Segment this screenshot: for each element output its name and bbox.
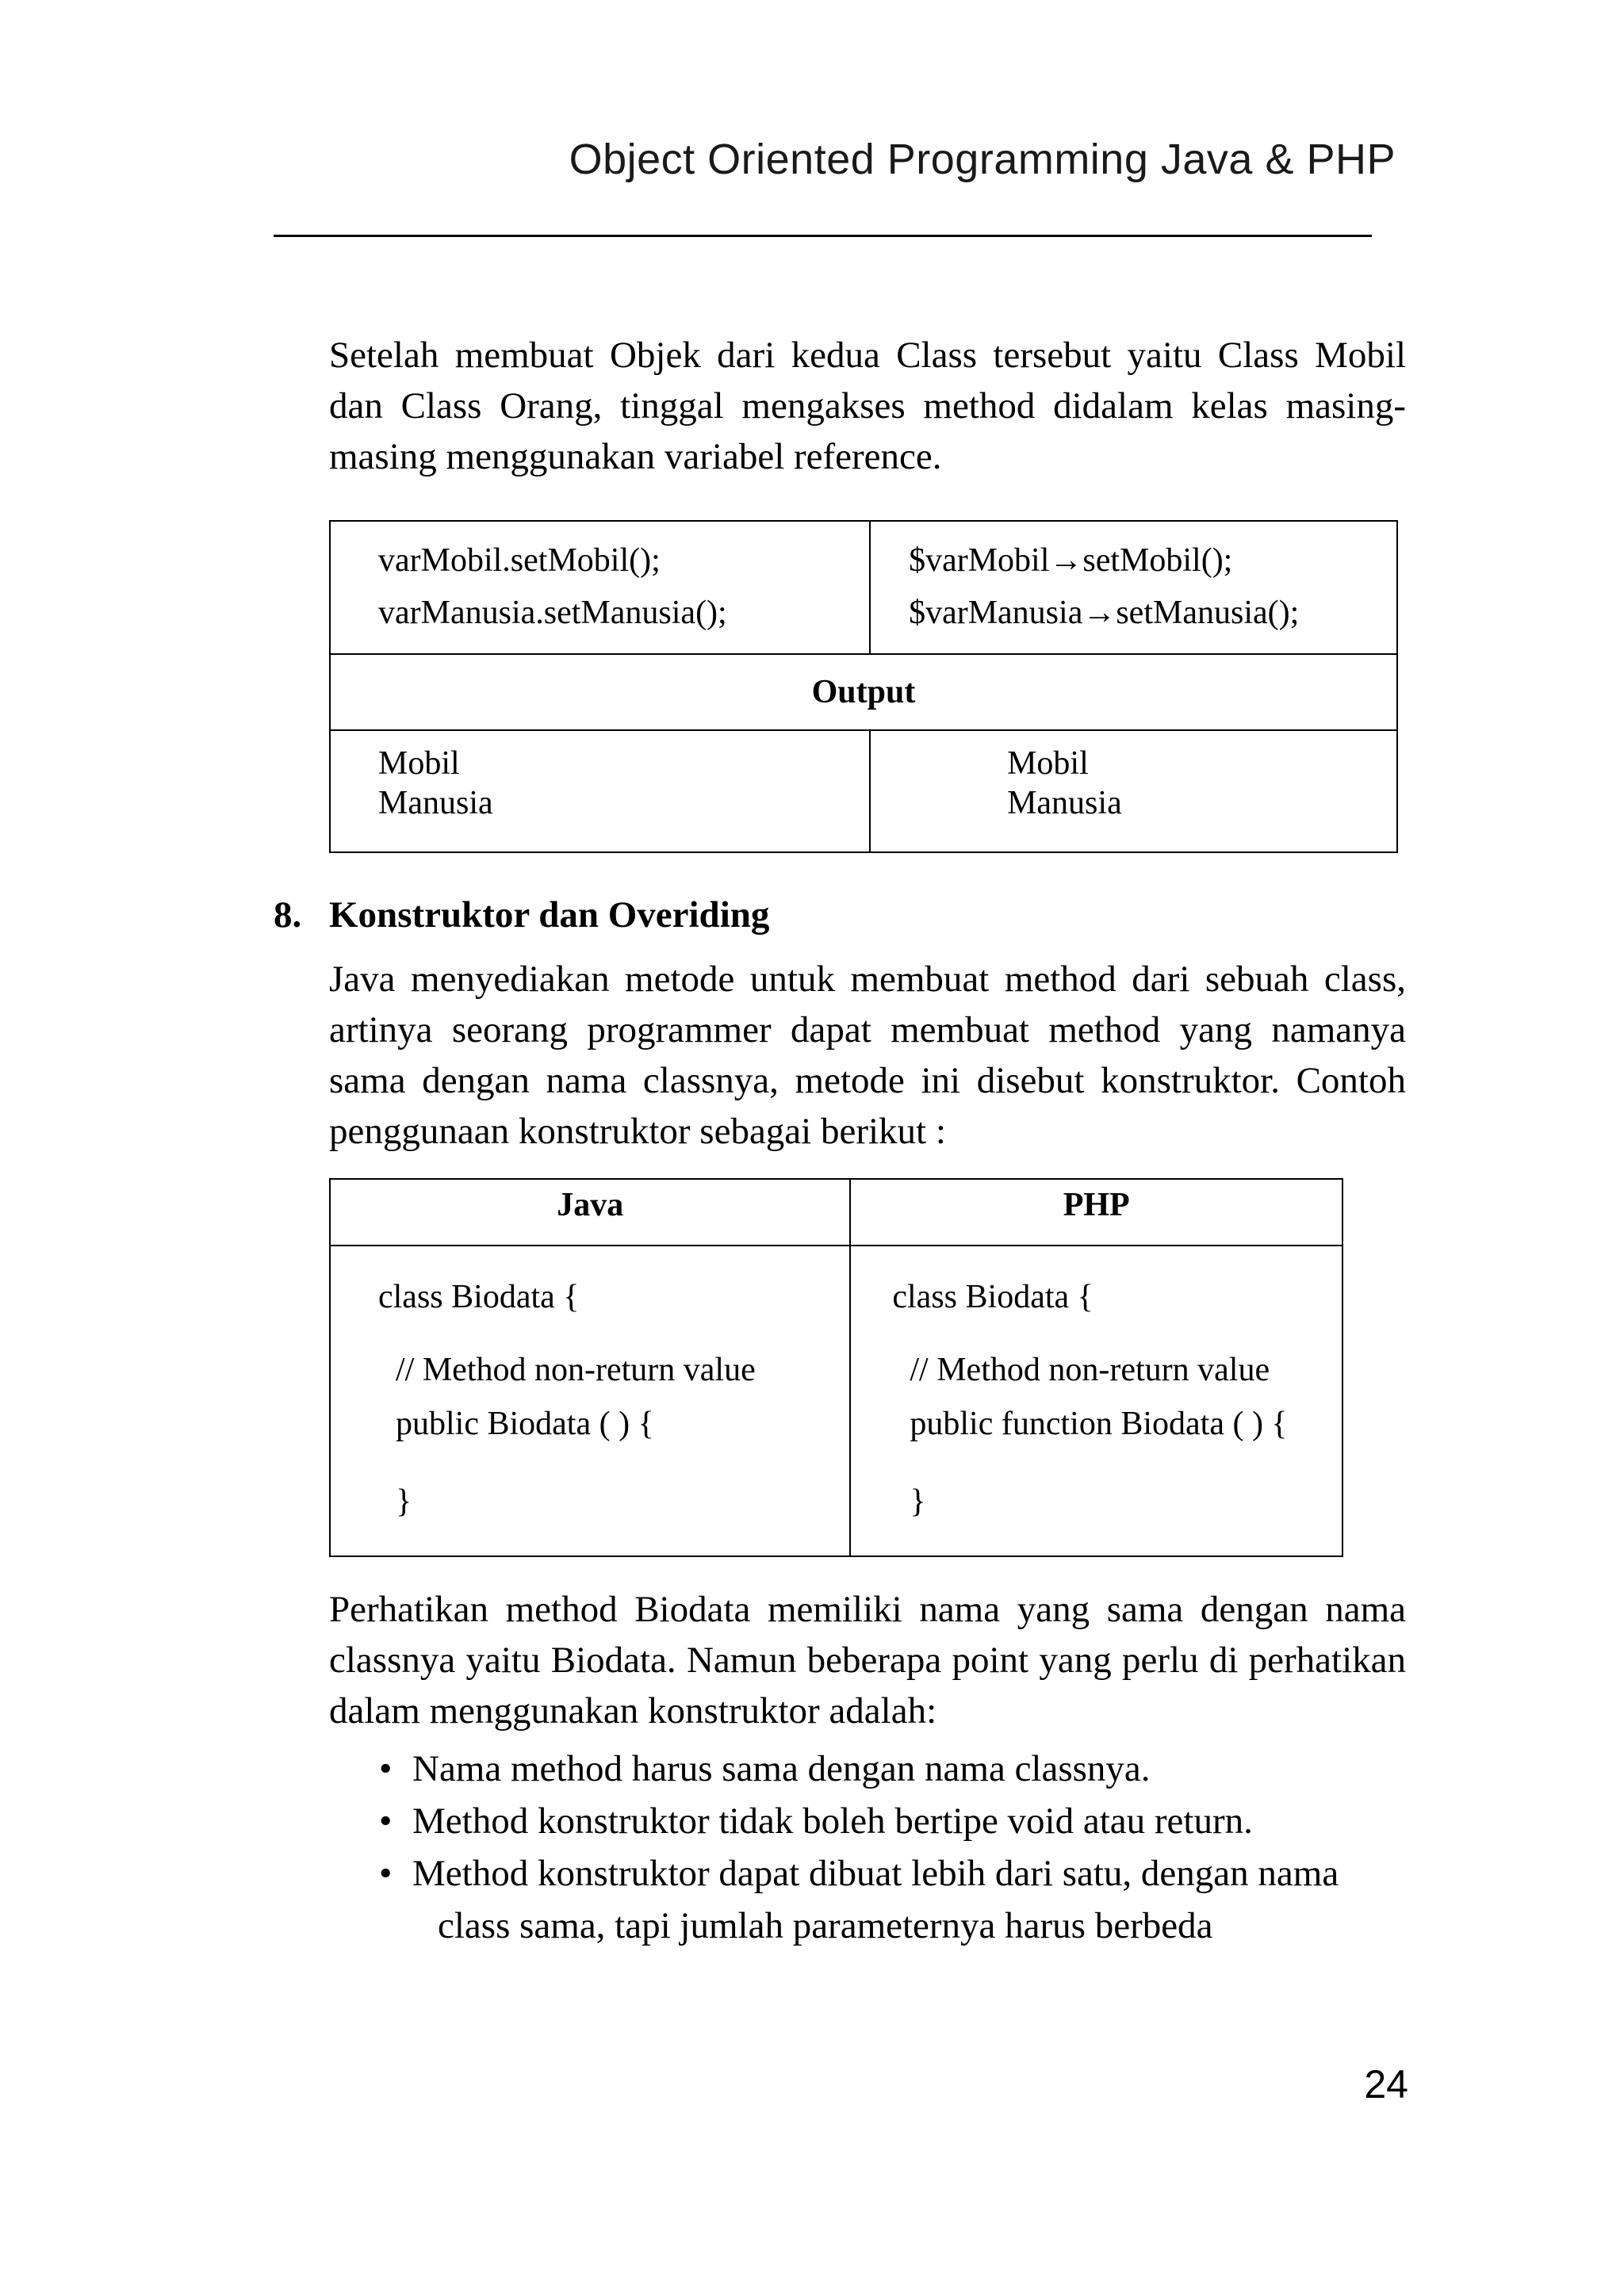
- section-heading: [274, 890, 769, 940]
- section-number: 8.: [274, 894, 302, 936]
- page-header-title: Object Oriented Programming Java & PHP: [569, 136, 1396, 183]
- section-title: Konstruktor dan Overiding: [329, 894, 770, 936]
- list-item-continuation: class sama, tapi jumlah parameternya harus berbeda: [438, 1905, 1213, 1946]
- php-call-line: $varManusia→setManusia();: [909, 595, 1300, 631]
- bullet-icon: •: [379, 1748, 393, 1789]
- list-item: • Nama method harus sama dengan nama classnya.: [379, 1743, 1406, 1795]
- java-call-line: varManusia.setManusia();: [378, 595, 727, 631]
- code-line: }: [910, 1483, 926, 1520]
- code-comment: // Method non-return value: [910, 1352, 1270, 1388]
- header-rule: [274, 235, 1372, 237]
- constructor-rules-list: [379, 1743, 1406, 1952]
- php-call-line: $varMobil→setMobil();: [909, 542, 1233, 579]
- bullet-icon: •: [379, 1853, 393, 1894]
- page-number: 24: [1364, 2062, 1408, 2107]
- java-code-cell: [330, 1246, 850, 1556]
- list-item: • Method konstruktor tidak boleh bertipe void atau return.: [379, 1795, 1406, 1847]
- method-call-table: [329, 520, 1398, 853]
- code-line: class Biodata {: [378, 1279, 580, 1315]
- java-column-header: Java: [330, 1179, 850, 1246]
- code-line: public Biodata ( ) {: [396, 1406, 654, 1442]
- code-line: class Biodata {: [892, 1279, 1094, 1315]
- php-column-header: PHP: [850, 1179, 1342, 1246]
- java-call-line: varMobil.setMobil();: [378, 542, 661, 579]
- after-paragraph: Perhatikan method Biodata memiliki nama yang sama dengan nama classnya yaitu Biodata. Namun beberapa point yang perlu di perhatikan dalam menggunakan konstruktor adalah:: [329, 1589, 1406, 1732]
- section-paragraph: Java menyediakan metode untuk membuat method dari sebuah class, artinya seorang programmer dapat membuat method yang namanya sama dengan nama classnya, metode ini disebut konstruktor. Contoh penggunaan konstruktor sebagai berikut :: [329, 959, 1406, 1152]
- intro-paragraph: Setelah membuat Objek dari kedua Class tersebut yaitu Class Mobil dan Class Orang, tinggal mengakses method didalam kelas masing-masing menggunakan variabel reference.: [329, 335, 1406, 477]
- java-output-cell: [330, 730, 870, 852]
- output-heading: Output: [330, 654, 1397, 730]
- output-line: Mobil: [378, 745, 460, 782]
- java-call-cell: [330, 521, 870, 654]
- php-code-cell: [850, 1246, 1342, 1556]
- code-line: }: [396, 1483, 412, 1520]
- php-output-cell: [870, 730, 1397, 852]
- output-line: Manusia: [1007, 785, 1122, 821]
- php-call-cell: [870, 521, 1397, 654]
- output-line: Manusia: [378, 785, 493, 821]
- bullet-icon: •: [379, 1800, 393, 1842]
- list-item: • Method konstruktor dapat dibuat lebih dari satu, dengan nama: [379, 1847, 1406, 1900]
- constructor-example-table: [329, 1178, 1343, 1557]
- code-line: public function Biodata ( ) {: [910, 1406, 1288, 1442]
- output-line: Mobil: [1007, 745, 1089, 782]
- code-comment: // Method non-return value: [396, 1352, 756, 1388]
